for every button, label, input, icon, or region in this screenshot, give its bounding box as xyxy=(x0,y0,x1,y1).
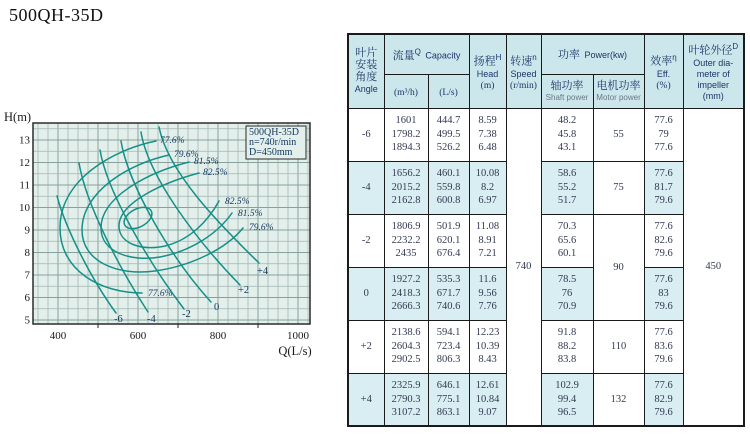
y-tick: 11 xyxy=(19,179,30,192)
cell-angle: +4 xyxy=(348,373,384,426)
x-axis-title: Q(L/s) xyxy=(278,344,312,358)
cell-capacity-ls: 460.1 559.8 600.8 xyxy=(428,161,469,214)
x-tick: 1000 xyxy=(287,330,309,342)
efficiency-label: 81.5% xyxy=(194,157,219,167)
y-tick-labels xyxy=(19,135,31,327)
x-tick-labels xyxy=(50,324,312,358)
header-unit-ls: (L/s) xyxy=(428,74,469,108)
angle-label: 0 xyxy=(214,302,220,313)
header-head: 扬程$^H$ Head (m) xyxy=(469,34,506,108)
cell-shaft-power: 78.5 76 70.9 xyxy=(541,267,593,320)
performance-table xyxy=(347,33,745,427)
cell-capacity-ls: 535.3 671.7 740.6 xyxy=(428,267,469,320)
cell-capacity-ls: 594.1 723.4 806.3 xyxy=(428,320,469,373)
efficiency-label: 82.5% xyxy=(203,168,228,178)
y-tick: 7 xyxy=(24,269,30,282)
angle-label: +2 xyxy=(238,285,250,296)
header-shaft-power: 轴功率 Shaft power xyxy=(541,74,593,108)
cell-capacity-ls: 646.1 775.1 863.1 xyxy=(428,373,469,426)
angle-label: -4 xyxy=(147,314,156,325)
header-eff: 效率$^\eta$ Eff. (%) xyxy=(644,34,683,108)
y-tick: 6 xyxy=(24,292,30,304)
cell-capacity-ls: 444.7 499.5 526.2 xyxy=(428,108,469,161)
angle-label: -2 xyxy=(182,309,191,320)
cell-capacity-m3h: 2138.6 2604.3 2902.5 xyxy=(384,320,428,373)
cell-efficiency: 77.6 79 77.6 xyxy=(644,108,683,161)
inset-line: 500QH-35D xyxy=(249,127,299,138)
efficiency-label: 82.5% xyxy=(225,197,250,207)
cell-capacity-m3h: 2325.9 2790.3 3107.2 xyxy=(384,373,428,426)
page-title: 500QH-35D xyxy=(9,5,104,25)
chart-inset-box xyxy=(246,126,306,159)
cell-angle: -2 xyxy=(348,214,384,267)
cell-shaft-power: 91.8 88.2 83.8 xyxy=(541,320,593,373)
cell-shaft-power: 48.2 45.8 43.1 xyxy=(541,108,593,161)
header-power: 功率 Power(kw) xyxy=(541,34,644,74)
cell-efficiency: 77.6 81.7 79.6 xyxy=(644,161,683,214)
header-speed: 转速$^n$ Speed (r/min) xyxy=(506,34,541,108)
cell-speed: 740 xyxy=(506,108,541,426)
angle-label: -6 xyxy=(114,314,123,325)
cell-angle: +2 xyxy=(348,320,384,373)
cell-head: 12.61 10.84 9.07 xyxy=(469,373,506,426)
cell-shaft-power: 58.6 55.2 51.7 xyxy=(541,161,593,214)
header-unit-m3h: (m³/h) xyxy=(384,74,428,108)
cell-motor-power: 110 xyxy=(593,320,644,373)
table-body xyxy=(348,108,744,426)
cell-head: 11.08 8.91 7.21 xyxy=(469,214,506,267)
cell-efficiency: 77.6 82.9 79.6 xyxy=(644,373,683,426)
header-capacity: 流量$^Q$ Capacity xyxy=(384,34,469,74)
cell-motor-power: 90 xyxy=(593,214,644,320)
efficiency-label: 77.6% xyxy=(160,136,185,146)
y-tick: 12 xyxy=(19,157,30,169)
inset-line: D=450mm xyxy=(249,147,293,158)
cell-capacity-m3h: 1601 1798.2 1894.3 xyxy=(384,108,428,161)
cell-efficiency: 77.6 82.6 79.6 xyxy=(644,214,683,267)
header-angle: 叶片 安装 角度 Angle xyxy=(348,34,384,108)
cell-capacity-m3h: 1927.2 2418.3 2666.3 xyxy=(384,267,428,320)
x-tick: 800 xyxy=(209,330,227,342)
cell-head: 10.08 8.2 6.97 xyxy=(469,161,506,214)
header-motor-power: 电机功率 Motor power xyxy=(593,74,644,108)
cell-motor-power: 132 xyxy=(593,373,644,426)
y-axis-title: H(m) xyxy=(4,110,32,124)
cell-shaft-power: 102.9 99.4 96.5 xyxy=(541,373,593,426)
efficiency-label: 79.6% xyxy=(174,150,199,160)
performance-chart xyxy=(0,0,340,380)
cell-capacity-m3h: 1656.2 2015.2 2162.8 xyxy=(384,161,428,214)
cell-angle: -6 xyxy=(348,108,384,161)
x-tick: 400 xyxy=(49,330,67,342)
cell-outer-diameter: 450 xyxy=(683,108,744,426)
efficiency-label: 81.5% xyxy=(238,209,263,219)
efficiency-label: 77.6% xyxy=(148,289,173,299)
angle-label: +4 xyxy=(257,266,269,277)
inset-line: n=740r/min xyxy=(249,137,297,148)
cell-shaft-power: 70.3 65.6 60.1 xyxy=(541,214,593,267)
cell-motor-power: 55 xyxy=(593,108,644,161)
y-tick: 9 xyxy=(24,224,30,237)
cell-angle: 0 xyxy=(348,267,384,320)
table-row xyxy=(348,108,744,161)
y-tick: 8 xyxy=(24,247,30,259)
y-tick: 13 xyxy=(19,134,30,147)
cell-motor-power: 75 xyxy=(593,161,644,214)
y-tick: 10 xyxy=(19,202,30,214)
cell-efficiency: 77.6 83.6 79.6 xyxy=(644,320,683,373)
cell-angle: -4 xyxy=(348,161,384,214)
cell-capacity-m3h: 1806.9 2232.2 2435 xyxy=(384,214,428,267)
y-tick: 5 xyxy=(24,314,30,327)
efficiency-label: 79.6% xyxy=(249,223,274,233)
cell-head: 8.59 7.38 6.48 xyxy=(469,108,506,161)
cell-head: 12.23 10.39 8.43 xyxy=(469,320,506,373)
cell-efficiency: 77.6 83 79.6 xyxy=(644,267,683,320)
cell-head: 11.6 9.56 7.76 xyxy=(469,267,506,320)
x-tick: 600 xyxy=(129,330,147,342)
cell-capacity-ls: 501.9 620.1 676.4 xyxy=(428,214,469,267)
header-outer-diameter: 叶轮外径$^D$ Outer dia- meter of impeller (mm) xyxy=(683,34,744,108)
